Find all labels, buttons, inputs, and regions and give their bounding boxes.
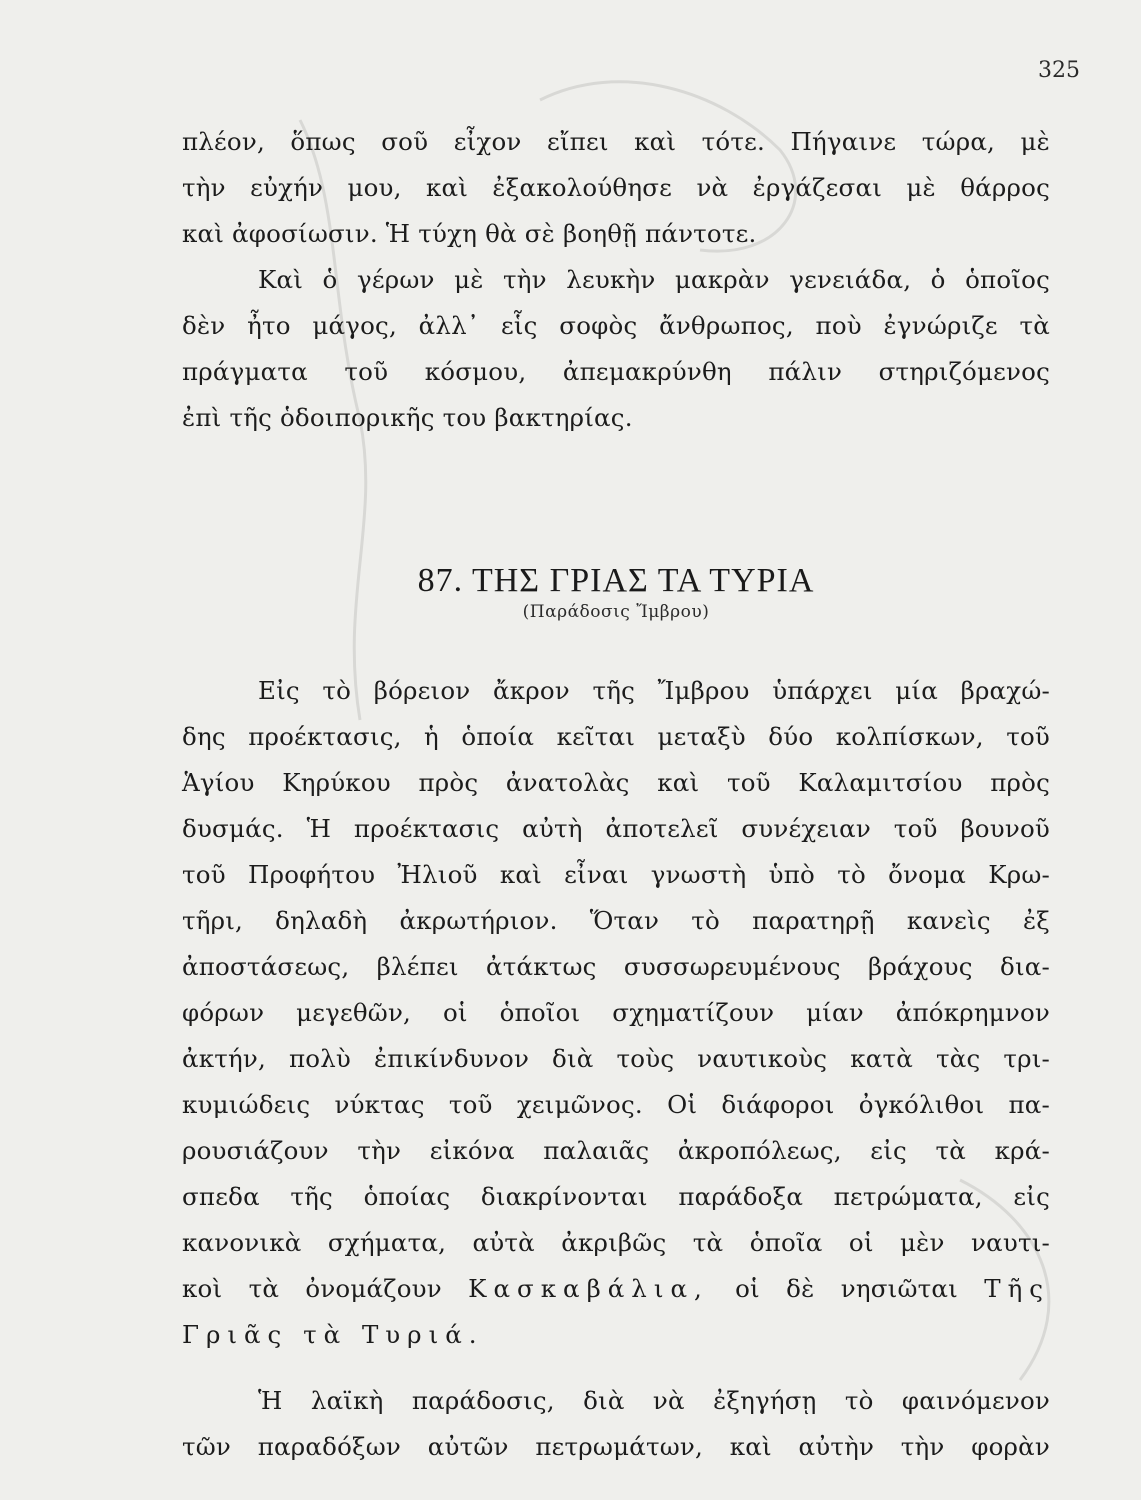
text-line: πλέον, ὅπως σοῦ εἶχον εἴπει καὶ τότε. Πήγαινε τώρα, μὲ	[182, 127, 1050, 156]
spaced-term: Κασκαβάλια,	[468, 1274, 709, 1303]
text-line: δὲν ἦτο μάγος, ἀλλ᾽ εἷς σοφὸς ἄνθρωπος, ποὺ ἐγνώριζε τὰ	[182, 311, 1050, 340]
text-line: τῶν παραδόξων αὐτῶν πετρωμάτων, καὶ αὐτὴν τὴν φορὰν	[182, 1432, 1050, 1461]
text-line: ἀποστάσεως, βλέπει ἀτάκτως συσσωρευμένους βράχους δια-	[182, 952, 1050, 981]
text-span: οἱ δὲ νησιῶται	[735, 1274, 958, 1303]
text-line: σπεδα τῆς ὁποίας διακρίνονται παράδοξα πετρώματα, εἰς	[182, 1182, 1050, 1211]
text-line: τὴν εὐχήν μου, καὶ ἐξακολούθησε νὰ ἐργάζεσαι μὲ θάρρος	[182, 173, 1050, 202]
text-span: κοὶ τὰ ὀνομάζουν	[182, 1274, 442, 1303]
spaced-term-line: Γριᾶς τὰ Τυριά.	[182, 1320, 484, 1349]
text-line: Ἡ λαϊκὴ παράδοσις, διὰ νὰ ἐξηγήσῃ τὸ φαινόμενον	[258, 1386, 1050, 1415]
text-line: ρουσιάζουν τὴν εἰκόνα παλαιᾶς ἀκροπόλεως, εἰς τὰ κρά-	[182, 1136, 1050, 1165]
text-line: δυσμάς. Ἡ προέκτασις αὐτὴ ἀποτελεῖ συνέχειαν τοῦ βουνοῦ	[182, 814, 1050, 843]
text-line: τοῦ Προφήτου Ἠλιοῦ καὶ εἶναι γνωστὴ ὑπὸ τὸ ὄνομα Κρω-	[182, 860, 1050, 889]
text-line: κυμιώδεις νύκτας τοῦ χειμῶνος. Οἱ διάφοροι ὀγκόλιθοι πα-	[182, 1090, 1050, 1119]
section-heading: 87. ΤΗΣ ΓΡΙΑΣ ΤΑ ΤΥΡΙΑ	[417, 562, 815, 599]
text-line	[182, 1272, 1050, 1306]
text-line: πράγματα τοῦ κόσμου, ἀπεμακρύνθη πάλιν στηριζόμενος	[182, 357, 1050, 386]
text-line: καὶ ἀφοσίωσιν. Ἡ τύχη θὰ σὲ βοηθῇ πάντοτε.	[182, 219, 757, 248]
text-line: δης προέκτασις, ἡ ὁποία κεῖται μεταξὺ δύο κολπίσκων, τοῦ	[182, 722, 1050, 751]
text-line: ἐπὶ τῆς ὁδοιπορικῆς του βακτηρίας.	[182, 403, 633, 432]
text-line: τῆρι, δηλαδὴ ἀκρωτήριον. Ὅταν τὸ παρατηρῇ κανεὶς ἐξ	[182, 906, 1050, 935]
spaced-term: Τῆς	[984, 1274, 1050, 1303]
text-line: Ἁγίου Κηρύκου πρὸς ἀνατολὰς καὶ τοῦ Καλαμιτσίου πρὸς	[182, 768, 1050, 797]
text-line: ἀκτήν, πολὺ ἐπικίνδυνον διὰ τοὺς ναυτικοὺς κατὰ τὰς τρι-	[182, 1044, 1050, 1073]
text-line: Καὶ ὁ γέρων μὲ τὴν λευκὴν μακρὰν γενειάδα, ὁ ὁποῖος	[258, 265, 1050, 294]
text-line: φόρων μεγεθῶν, οἱ ὁποῖοι σχηματίζουν μίαν ἀπόκρημνον	[182, 998, 1050, 1027]
page-number: 325	[1038, 58, 1080, 83]
text-line: κανονικὰ σχήματα, αὐτὰ ἀκριβῶς τὰ ὁποῖα οἱ μὲν ναυτι-	[182, 1228, 1050, 1257]
section-source: (Παράδοσις Ἴμβρου)	[522, 602, 710, 622]
text-line: Εἰς τὸ βόρειον ἄκρον τῆς Ἴμβρου ὑπάρχει μία βραχώ-	[258, 676, 1050, 705]
